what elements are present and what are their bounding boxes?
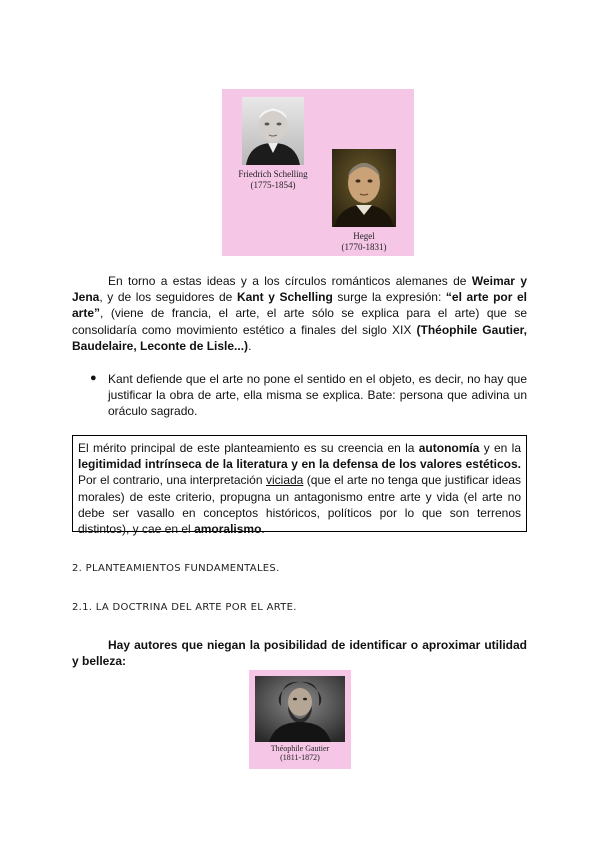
schelling-name: Friedrich Schelling xyxy=(238,169,308,179)
gautier-name: Théophile Gautier xyxy=(270,744,330,753)
hegel-caption xyxy=(318,231,410,253)
section-heading-2: 2. PLANTEAMIENTOS FUNDAMENTALES. xyxy=(72,563,280,574)
figure-gautier xyxy=(249,670,351,769)
gautier-caption xyxy=(249,744,351,762)
schelling-caption xyxy=(226,169,320,191)
hegel-portrait xyxy=(332,149,396,227)
para1-text-2: , y de los seguidores de xyxy=(99,290,237,305)
bullet-item-kant xyxy=(108,371,527,420)
para1-text-3: surge la expresión: xyxy=(332,290,446,305)
para1-bold-weimar-jena: Weimar y Jena xyxy=(72,274,527,305)
box-bold-legitimidad: legitimidad intrínseca de la literatura y en la defensa de los valores estéticos. xyxy=(78,457,521,472)
paragraph-authors xyxy=(72,637,527,669)
para1-text-4: , (viene de francia, el arte, el arte sólo se explica para el arte) que se consolidaría como movimiento estético a finales del siglo XIX xyxy=(72,306,527,337)
figure-schelling-hegel xyxy=(222,89,414,256)
gautier-portrait xyxy=(255,676,345,742)
hegel-years: (1770-1831) xyxy=(341,242,387,252)
box-text-1: El mérito principal de este planteamiento es su creencia en la xyxy=(78,441,419,455)
merit-box xyxy=(72,435,527,537)
box-text-4: (que el arte no tenga que justificar ideas morales) de este criterio, propugna un antagonismo entre arte y vida (el arte no debe ser vasallo en conceptos históricos, políticos por lo que son terrenos distintos), y cae en el xyxy=(78,473,522,537)
box-bold-amoralismo: amoralismo xyxy=(194,522,262,537)
box-text-3: Por el contrario, una interpretación xyxy=(78,473,266,488)
bullet-text: Kant defiende que el arte no pone el sentido en el objeto, es decir, no hay que justificar la obra de arte, ella misma se explica. Bate: persona que adivina un oráculo sagrado. xyxy=(108,372,527,419)
hegel-name: Hegel xyxy=(353,231,375,241)
para1-bold-authors: (Théophile Gautier, Baudelaire, Leconte de Lisle...) xyxy=(72,322,527,353)
gautier-years: (1811-1872) xyxy=(280,753,320,762)
para1-text-1: En torno a estas ideas y a los círculos románticos alemanes de xyxy=(108,274,472,288)
schelling-portrait xyxy=(242,97,304,165)
para1-bold-kant-schelling: Kant y Schelling xyxy=(236,290,333,305)
schelling-years: (1775-1854) xyxy=(250,180,296,190)
bullet-dot: ● xyxy=(90,372,97,384)
section-heading-2-1: 2.1. LA DOCTRINA DEL ARTE POR EL ARTE. xyxy=(72,602,297,613)
box-bold-autonomia: autonomía xyxy=(418,441,480,455)
box-underlined-viciada: viciada xyxy=(265,473,304,488)
box-text-5: . xyxy=(261,522,265,537)
para1-bold-arte-por-arte: “el arte por el arte” xyxy=(72,290,528,321)
box-text-2: y en la xyxy=(479,441,521,455)
para2-bold-text: Hay autores que niegan la posibilidad de identificar o aproximar utilidad y belleza: xyxy=(72,638,527,669)
paragraph-intro xyxy=(72,273,527,354)
para1-text-5: . xyxy=(248,338,252,353)
